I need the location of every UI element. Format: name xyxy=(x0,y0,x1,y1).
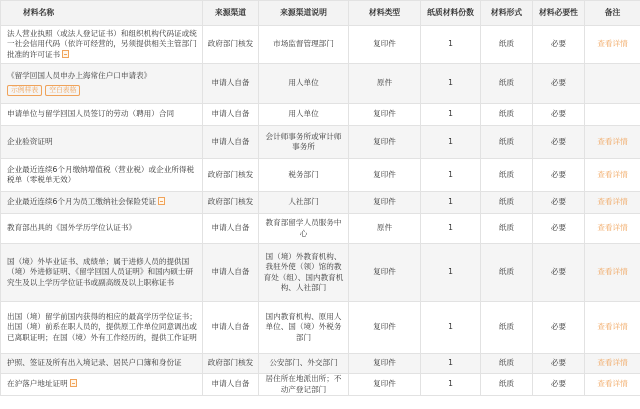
table-header-row xyxy=(1,1,640,26)
necessity-cell: 必要 xyxy=(533,374,585,396)
header-paper-copies: 纸质材料份数 xyxy=(421,1,481,26)
view-details-link[interactable]: 查看详情 xyxy=(597,39,628,49)
necessity-cell: 必要 xyxy=(533,159,585,192)
remarks-cell xyxy=(585,64,640,104)
material-form-cell: 纸质 xyxy=(481,302,533,354)
source-channel-cell: 申请人自备 xyxy=(203,302,259,354)
view-details-link[interactable]: 查看详情 xyxy=(597,322,628,332)
paper-copies-cell: 1 xyxy=(421,214,481,244)
table-row xyxy=(1,214,640,244)
necessity-cell: 必要 xyxy=(533,214,585,244)
source-channel-cell: 申请人自备 xyxy=(203,126,259,159)
necessity-cell: 必要 xyxy=(533,104,585,126)
paper-copies-cell: 1 xyxy=(421,126,481,159)
material-name-cell xyxy=(1,244,203,302)
material-name-cell xyxy=(1,192,203,214)
remarks-cell xyxy=(585,354,640,374)
material-type-cell: 原件 xyxy=(349,64,421,104)
table-row xyxy=(1,302,640,354)
material-type-cell: 复印件 xyxy=(349,126,421,159)
material-type-cell: 复印件 xyxy=(349,192,421,214)
paper-copies-cell: 1 xyxy=(421,192,481,214)
tag-group xyxy=(7,82,199,96)
table-row xyxy=(1,26,640,64)
remarks-cell xyxy=(585,26,640,64)
material-name-cell xyxy=(1,104,203,126)
blank-form-button[interactable]: 空白表格 xyxy=(45,85,80,96)
paper-copies-cell: 1 xyxy=(421,354,481,374)
paper-copies-cell: 1 xyxy=(421,302,481,354)
source-description-cell: 居住所在地派出所；不动产登记部门 xyxy=(259,374,349,396)
remarks-cell xyxy=(585,374,640,396)
view-details-link[interactable]: 查看详情 xyxy=(597,136,628,146)
remarks-cell xyxy=(585,192,640,214)
paper-copies-cell: 1 xyxy=(421,244,481,302)
header-necessity: 材料必要性 xyxy=(533,1,585,26)
material-type-cell: 复印件 xyxy=(349,26,421,64)
header-source-description: 来源渠道说明 xyxy=(259,1,349,26)
material-form-cell: 纸质 xyxy=(481,244,533,302)
view-details-link[interactable]: 查看详情 xyxy=(597,197,628,207)
sample-form-button[interactable]: 示例样表 xyxy=(7,85,42,96)
source-channel-cell: 申请人自备 xyxy=(203,244,259,302)
necessity-cell: 必要 xyxy=(533,64,585,104)
source-description-cell: 教育部留学人员服务中心 xyxy=(259,214,349,244)
source-description-cell: 国（境）外教育机构、我驻外使（领）馆的教育处（组）、国内教育机构、人社部门 xyxy=(259,244,349,302)
material-name: 国（境）外毕业证书、成绩单；属于进修人员的提供国（境）外进修证明、《留学回国人员证明》和国内硕士研究生及以上学历学位证书或副高级及以上职称证书 xyxy=(7,256,194,287)
material-type-cell: 复印件 xyxy=(349,159,421,192)
view-details-link[interactable]: 查看详情 xyxy=(597,379,628,389)
material-form-cell: 纸质 xyxy=(481,354,533,374)
material-name: 申请单位与留学回国人员签订的劳动（聘用）合同 xyxy=(7,109,175,119)
header-material-form: 材料形式 xyxy=(481,1,533,26)
source-channel-cell: 政府部门核发 xyxy=(203,159,259,192)
material-type-cell: 复印件 xyxy=(349,104,421,126)
material-form-cell: 纸质 xyxy=(481,104,533,126)
source-description-cell: 人社部门 xyxy=(259,192,349,214)
source-channel-cell: 政府部门核发 xyxy=(203,26,259,64)
header-source-channel: 来源渠道 xyxy=(203,1,259,26)
material-name: 护照、签证及所有出入境记录、居民户口簿和身份证 xyxy=(7,358,182,368)
paper-copies-cell: 1 xyxy=(421,159,481,192)
material-type-cell: 复印件 xyxy=(349,354,421,374)
source-description-cell: 会计师事务所或审计师事务所 xyxy=(259,126,349,159)
material-name-cell xyxy=(1,302,203,354)
material-form-cell: 纸质 xyxy=(481,26,533,64)
table-row xyxy=(1,126,640,159)
material-name: 企业验资证明 xyxy=(7,136,53,146)
paper-copies-cell: 1 xyxy=(421,374,481,396)
remarks-cell xyxy=(585,214,640,244)
document-icon[interactable] xyxy=(158,197,165,205)
paper-copies-cell: 1 xyxy=(421,104,481,126)
table-row xyxy=(1,354,640,374)
material-name-cell xyxy=(1,64,203,104)
material-type-cell: 复印件 xyxy=(349,302,421,354)
source-description-cell: 用人单位 xyxy=(259,104,349,126)
material-name-cell xyxy=(1,26,203,64)
paper-copies-cell: 1 xyxy=(421,64,481,104)
material-form-cell: 纸质 xyxy=(481,159,533,192)
material-type-cell: 复印件 xyxy=(349,374,421,396)
source-channel-cell: 申请人自备 xyxy=(203,374,259,396)
material-name-cell xyxy=(1,159,203,192)
document-icon[interactable] xyxy=(70,379,77,387)
table-row xyxy=(1,159,640,192)
source-channel-cell: 政府部门核发 xyxy=(203,354,259,374)
material-name-cell xyxy=(1,374,203,396)
remarks-cell xyxy=(585,159,640,192)
remarks-cell xyxy=(585,302,640,354)
remarks-cell xyxy=(585,126,640,159)
necessity-cell: 必要 xyxy=(533,126,585,159)
source-channel-cell: 申请人自备 xyxy=(203,104,259,126)
remarks-cell xyxy=(585,104,640,126)
source-channel-cell: 申请人自备 xyxy=(203,214,259,244)
material-name-cell xyxy=(1,214,203,244)
header-remarks: 备注 xyxy=(585,1,640,26)
header-material-type: 材料类型 xyxy=(349,1,421,26)
material-name: 出国（境）留学前国内获得的相应的最高学历学位证书；出国（境）前系在职人员的，提供原工作单位同意调出或已离职证明；在国（境）外有工作经历的，提供工作证明 xyxy=(7,311,197,342)
material-name-cell xyxy=(1,126,203,159)
material-form-cell: 纸质 xyxy=(481,374,533,396)
document-icon[interactable] xyxy=(62,50,69,58)
table-row xyxy=(1,244,640,302)
source-channel-cell: 申请人自备 xyxy=(203,64,259,104)
material-name: 企业最近连续6个月为员工缴纳社会保险凭证 xyxy=(7,197,157,207)
material-form-cell: 纸质 xyxy=(481,126,533,159)
material-type-cell: 原件 xyxy=(349,214,421,244)
source-description-cell: 国内教育机构、原用人单位、国（境）外税务部门 xyxy=(259,302,349,354)
source-channel-cell: 政府部门核发 xyxy=(203,192,259,214)
source-description-cell: 市场监督管理部门 xyxy=(259,26,349,64)
table-row xyxy=(1,104,640,126)
view-details-link[interactable]: 查看详情 xyxy=(597,169,628,179)
remarks-cell xyxy=(585,244,640,302)
necessity-cell: 必要 xyxy=(533,26,585,64)
necessity-cell: 必要 xyxy=(533,192,585,214)
necessity-cell: 必要 xyxy=(533,302,585,354)
source-description-cell: 用人单位 xyxy=(259,64,349,104)
material-name: 企业最近连续6个月缴纳增值税（营业税）或企业所得税税单（零税单无效） xyxy=(7,164,195,184)
view-details-link[interactable]: 查看详情 xyxy=(597,267,628,277)
table-row xyxy=(1,374,640,396)
material-name: 法人营业执照（或法人登记证书）和组织机构代码证或统一社会信用代码（依许可经营的，另须提供相关主管部门批准的许可证书 xyxy=(7,28,197,59)
material-name: 教育部出具的《国外学历学位认证书》 xyxy=(7,223,137,233)
material-name-cell xyxy=(1,354,203,374)
material-name: 《留学回国人员申办上海常住户口申请表》 xyxy=(7,71,152,81)
view-details-link[interactable]: 查看详情 xyxy=(597,223,628,233)
paper-copies-cell: 1 xyxy=(421,26,481,64)
view-details-link[interactable]: 查看详情 xyxy=(597,358,628,368)
material-form-cell: 纸质 xyxy=(481,214,533,244)
material-name: 在沪落户地址证明 xyxy=(7,379,68,389)
material-type-cell: 复印件 xyxy=(349,244,421,302)
table-row xyxy=(1,64,640,104)
source-description-cell: 公安部门、外交部门 xyxy=(259,354,349,374)
necessity-cell: 必要 xyxy=(533,354,585,374)
table-row xyxy=(1,192,640,214)
header-material-name: 材料名称 xyxy=(1,1,203,26)
material-form-cell: 纸质 xyxy=(481,192,533,214)
source-description-cell: 税务部门 xyxy=(259,159,349,192)
necessity-cell: 必要 xyxy=(533,244,585,302)
material-form-cell: 纸质 xyxy=(481,64,533,104)
